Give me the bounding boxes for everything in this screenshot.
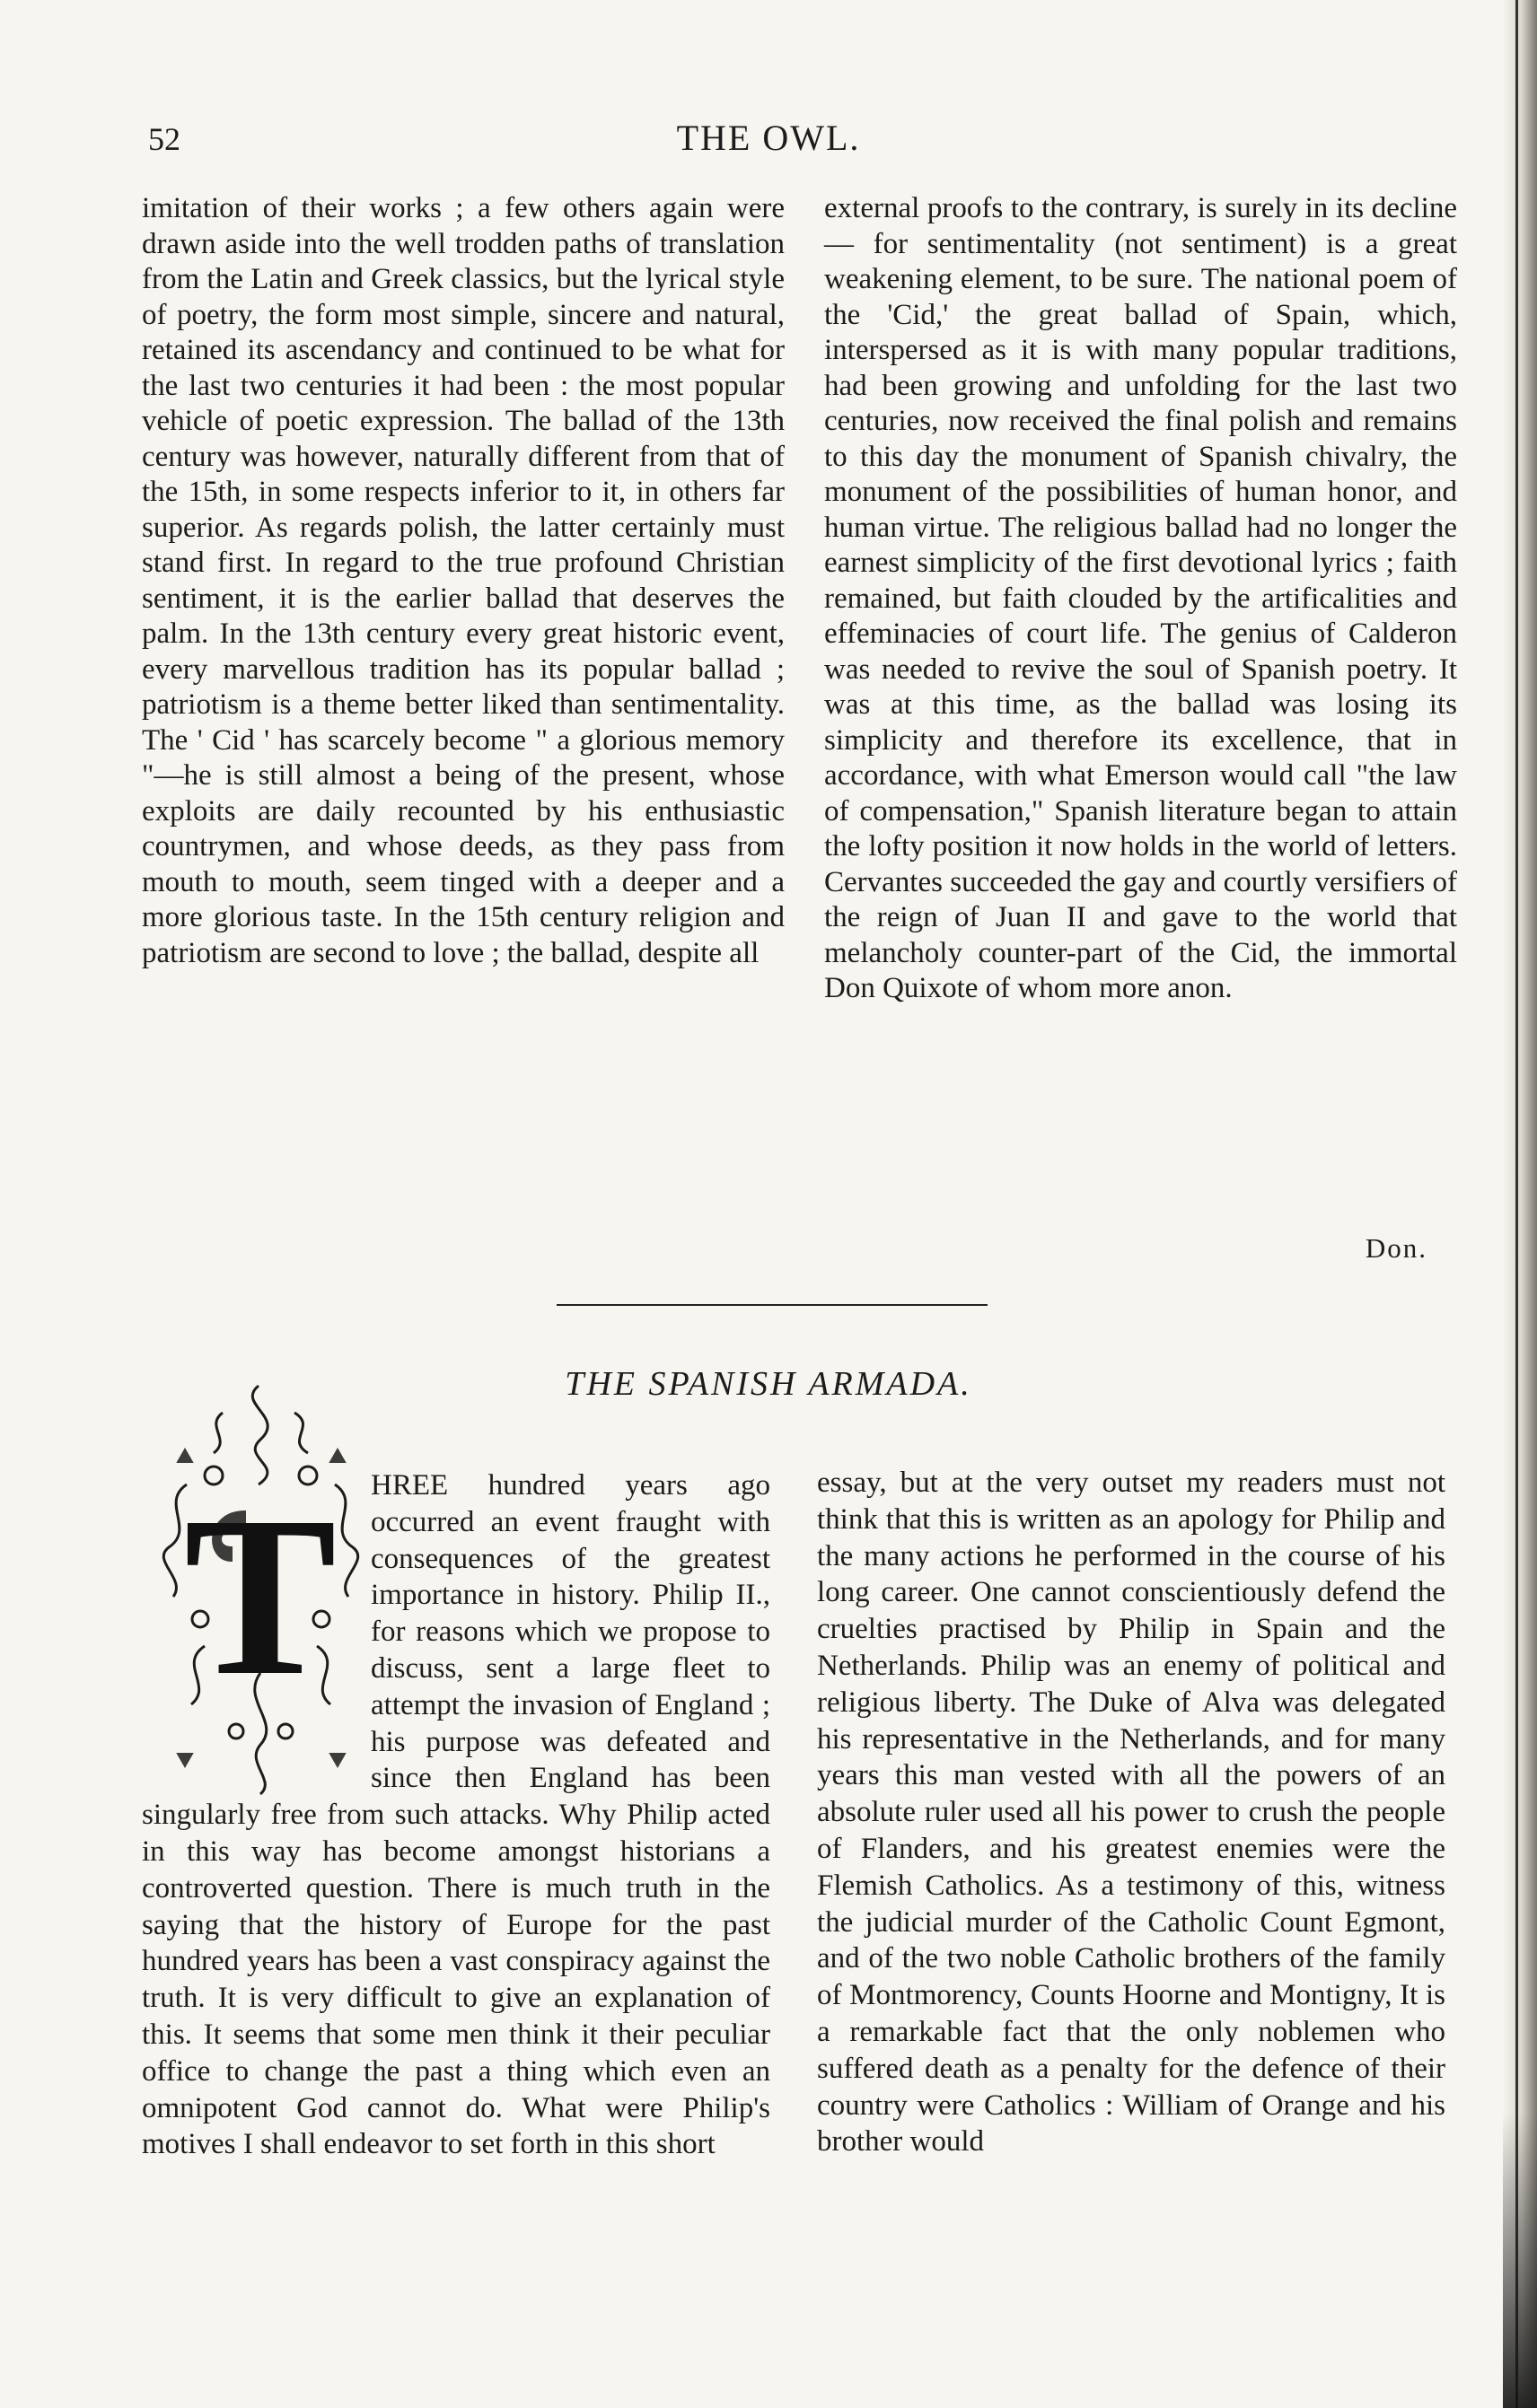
- article1-left-text: imitation of their works ; a few others again were drawn aside into the well trodden paths of translation from the Latin and Greek classics, but the lyrical style of poetry, the form most simple, sincere and natural, retained its ascendancy and continued to be what for the last two centuries it had been : the most popular vehicle of poetic expression. The ballad of the 13th century was however, naturally different from that of the 15th, in some respects inferior to it, in others far superior. As regards polish, the latter certainly must stand first. In regard to the true profound Christian sentiment, it is the earlier ballad that deserves the palm. In the 13th century every great historic event, every marvellous tradition has its popular ballad ; patriotism is a theme better liked than sentimentality. The ' Cid ' has scarcely become " a glorious memory "—he is still almost a being of the present, whose exploits are daily recounted by his enthusiastic countrymen, and whose deeds, as they pass from mouth to mouth, seem tinged with a deeper and a more glorious taste. In the 15th century religion and patriotism are second to love ; the ballad, despite all: [142, 192, 785, 969]
- article2-left-text: HREE hundred years ago occurred an event fraught with consequences of the greatest importance in history. Philip II., for reasons which we propose to discuss, sent a large fleet to attempt the invasion of England ; his purpose was defeated and since then England has been singularly free from such attacks. Why Philip acted in this way has become amongst historians a controverted question. There is much truth in the saying that the history of Europe for the past hundred years has been a vast conspiracy against the truth. It is very difficult to give an explanation of this. It seems that some men think it their peculiar office to change the past a thing which even an omnipotent God cannot do. What were Philip's motives I shall endeavor to set forth in this short: [142, 1469, 770, 2161]
- article2-title: THE SPANISH ARMADA.: [565, 1365, 972, 1403]
- article1-left-column: [142, 191, 785, 971]
- article1-right-column: [824, 191, 1457, 1007]
- page-edge-shadow: [1503, 0, 1537, 2408]
- svg-text:T: T: [183, 1470, 338, 1723]
- page-number: 52: [148, 121, 180, 157]
- article1-right-text: external proofs to the contrary, is surely in its decline— for sentimentality (not sentiment) is a great weakening element, to be sure. The national poem of the 'Cid,' the great ballad of Spain, which, interspersed as it is with many popular traditions, had been growing and unfolding for the last two centuries, now received the final polish and remains to this day the monument of Spanish chivalry, the monument of the possibilities of human honor, and human virtue. The religious ballad had no longer the earnest simplicity of the first devotional lyrics ; faith remained, but faith clouded by the artificalities and effeminacies of court life. The genius of Calderon was needed to revive the soul of Spanish poetry. It was at this time, as the ballad was losing its simplicity and therefore its excellence, that in accordance, with what Emerson would call "the law of compensation," Spanish literature began to attain the lofty position it now holds in the world of letters. Cervantes succeeded the gay and courtly versifiers of the reign of Juan II and gave to the world that melancholy counter-part of the Cid, the immortal Don Quixote of whom more anon.: [824, 192, 1457, 1004]
- running-title: THE OWL.: [676, 118, 861, 158]
- article1-signature: Don.: [1365, 1232, 1427, 1264]
- article2-right-text: essay, but at the very outset my readers must not think that this is written as an apology for Philip and the many actions he performed in the course of his long career. One cannot conscientiously defend the cruelties practised by Philip in Spain and the Netherlands. Philip was an enemy of political and religious liberty. The Duke of Alva was delegated his representative in the Netherlands, and for many years this man vested with all the powers of an absolute ruler used all his power to crush the people of Flanders, and his greatest enemies were the Flemish Catholics. As a testimony of this, witness the judicial murder of the Catholic Count Egmont, and of the two noble Catholic brothers of the family of Montmorency, Counts Hoorne and Montigny, It is a remarkable fact that the only noblemen who suffered death as a penalty for the defence of their country were Catholics : William of Orange and his brother would: [817, 1467, 1445, 2158]
- section-divider: [557, 1304, 988, 1306]
